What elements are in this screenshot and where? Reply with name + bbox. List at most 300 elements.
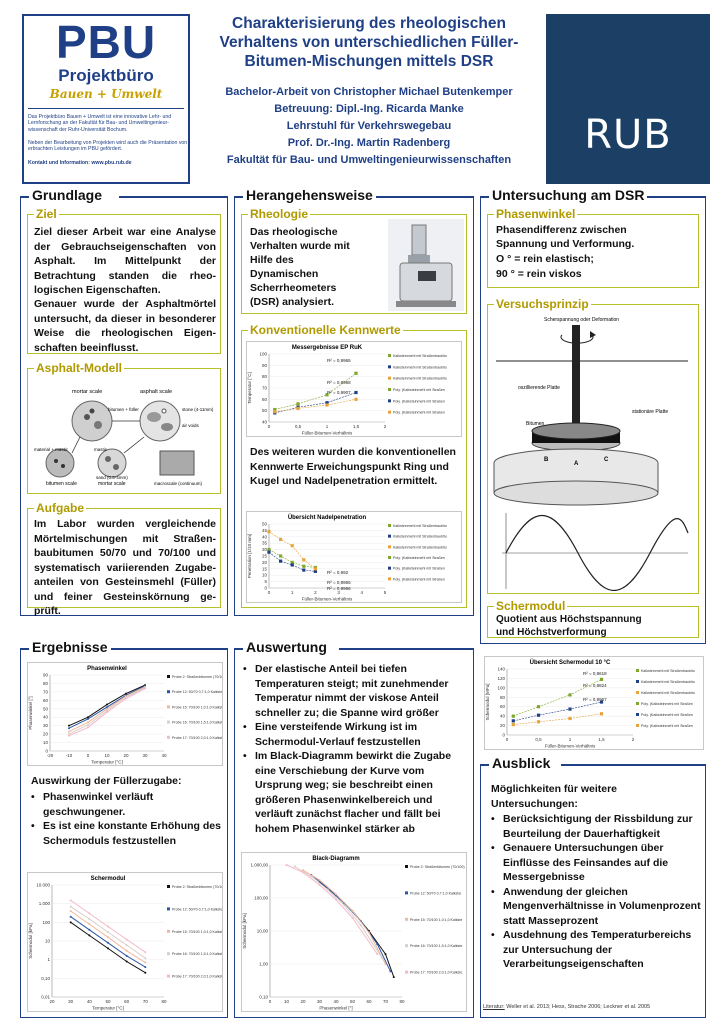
legend-entry: Kalksteinmehl mit Straßenbaubitu: [393, 354, 447, 358]
y-tick-label: 10.000: [36, 882, 50, 888]
ergebnisse-heading: Ergebnisse: [29, 639, 110, 655]
box-versuchsprinzip: [487, 297, 699, 594]
legend-swatch: [167, 975, 170, 978]
legend-entry: Probe 17: 70/100 2,0:1,0 Kalkste: [172, 974, 222, 979]
box-rheologie: [241, 207, 467, 314]
logo-desc-2: Neben der Bearbeitung von Projekten wird auch die Präsentation von erbrachten Leistungen im PBU gefördert.: [28, 140, 188, 153]
y-tick-label: 1,00: [259, 961, 268, 967]
x-tick-label: 0: [267, 424, 271, 429]
data-point: [126, 960, 128, 962]
title-line-1: Charakterisierung des rheologischen: [232, 15, 506, 32]
series-line: [275, 399, 356, 412]
rub-logo: [546, 14, 710, 184]
r-squared-label: R² = 0,9907: [327, 390, 351, 395]
data-point: [385, 963, 387, 965]
chart-black-diagramm: [241, 852, 467, 1012]
legend-swatch: [167, 885, 170, 888]
mortar-circle: [72, 401, 112, 441]
data-point: [512, 723, 515, 726]
data-point: [376, 953, 378, 955]
x-tick-label: 1,5: [598, 737, 605, 742]
x-tick-label: 4: [360, 590, 364, 595]
x-tick-label: 1,5: [352, 424, 360, 429]
asphalt-modell-heading: Asphalt-Modell: [36, 361, 122, 375]
legend-entry: Poly. (Kalksteinmehl mit Straßen: [641, 713, 693, 717]
y-tick-label: 1: [47, 957, 50, 963]
x-axis-label: Füller-Bitumen-Verhältnis: [301, 596, 353, 602]
box-konventionelle-kennwerte: [241, 323, 467, 608]
x-tick-label: 60: [124, 999, 130, 1004]
y-tick-label: 90: [261, 362, 267, 368]
ziel-text-1: Ziel dieser Arbeit war eine Analyse der Gebrauchseigenschaften von Asphalt. Im Mittelpunkt der Betrachtung standen die rheo-logischen Eigenschaften.: [34, 226, 216, 296]
phasenwinkel-line-3: O ° = rein elastisch;: [496, 253, 594, 265]
data-point: [302, 568, 305, 571]
y-tick-label: 10: [42, 740, 48, 746]
legend-swatch: [636, 724, 639, 727]
data-point: [126, 939, 128, 941]
legend-swatch: [167, 705, 170, 708]
logo-contact: Kontakt und Information: www.pbu.rub.de: [28, 160, 132, 166]
y-axis-label: Penetration [1/10 mm]: [247, 533, 252, 579]
chart-nadelpenetration: [246, 511, 462, 603]
chart-title: Phasenwinkel: [87, 666, 127, 672]
legend-entry: Poly. (Kalksteinmehl mit Straßen: [393, 388, 445, 392]
series-line: [287, 865, 378, 954]
y-tick-label: 60: [42, 697, 48, 703]
x-tick-label: 5: [383, 590, 387, 595]
legend-entry: Poly. (Kalksteinmehl mit Straßen: [393, 410, 445, 415]
x-axis-label: Temperatur [°C]: [91, 759, 123, 765]
data-point: [126, 950, 128, 952]
data-point: [267, 551, 270, 554]
konventionelle-kennwerte-heading: Konventionelle Kennwerte: [250, 323, 401, 337]
data-point: [70, 921, 72, 923]
x-tick-label: 40: [333, 999, 339, 1004]
label-mortar-scale: mortar scale: [72, 389, 103, 395]
chart-title: Übersicht Nadelpenetration: [287, 515, 367, 521]
legend-swatch: [388, 545, 391, 548]
legend-entry: Kalksteinmehl mit Straßenbaubitu: [393, 534, 447, 539]
label-c: C: [604, 457, 609, 463]
x-tick-label: 2: [383, 424, 387, 429]
legend-entry: Probe 12: 50/70 0,7:1,0 Kalkstei: [172, 690, 222, 695]
label-mortar-scale-2: mortar scale: [98, 481, 126, 487]
data-point: [70, 899, 72, 901]
box-ziel: [27, 207, 221, 354]
legend-swatch: [388, 535, 391, 538]
versuchsprinzip-heading: Versuchsprinzip: [496, 297, 589, 311]
data-point: [352, 910, 354, 912]
data-point: [568, 707, 571, 710]
y-tick-label: 80: [499, 694, 505, 700]
data-point: [88, 912, 90, 914]
x-axis-label: Phasenwinkel [°]: [319, 1005, 353, 1011]
legend-swatch: [388, 388, 391, 391]
legend-swatch: [167, 907, 170, 910]
x-tick-label: -20: [46, 753, 54, 758]
y-tick-label: 1.000: [38, 901, 50, 907]
phasenwinkel-heading: Phasenwinkel: [496, 207, 576, 221]
data-point: [88, 923, 90, 925]
logo-projektbuero: Projektbüro: [58, 66, 154, 85]
legend-swatch: [167, 675, 170, 678]
logo-divider: [28, 108, 184, 109]
legend-entry: Poly. (Kalksteinmehl mit Straßen: [393, 566, 445, 571]
data-point: [354, 372, 357, 375]
logo-desc-1: Das Projektbüro Bauen + Umwelt ist eine innovative Lehr- und Lernforschung an der Fakultät für Bau- und Umweltingenieur-wissenschaft der Ruhr-Universität Bochum.: [28, 114, 172, 133]
legend-swatch: [405, 865, 408, 868]
y-tick-label: 10,00: [256, 928, 268, 934]
chart-title: Schermodul: [90, 876, 126, 882]
legend-entry: Probe 2: Straßenbitumen (70/100): [410, 865, 465, 869]
legend-swatch: [388, 411, 391, 414]
data-point: [70, 916, 72, 918]
x-tick-label: 1: [325, 424, 329, 429]
box-phasenwinkel: [487, 207, 699, 288]
series-line: [311, 875, 390, 971]
data-point: [107, 931, 109, 933]
x-tick-label: 20: [300, 999, 306, 1004]
data-point: [106, 704, 108, 706]
macroscale-block: [160, 451, 194, 475]
legend-entry: Probe 12: 50/70 0,7:1,0 Kalkstei: [410, 891, 462, 896]
legend-swatch: [167, 930, 170, 933]
r-squared-label: R² = 0,992: [327, 570, 349, 575]
data-point: [327, 889, 329, 891]
data-point: [568, 693, 571, 696]
y-tick-label: 80: [42, 680, 48, 686]
faculty: Fakultät für Bau- und Umweltingenieurwissenschaften: [226, 154, 512, 166]
data-point: [537, 720, 540, 723]
series-line: [513, 702, 601, 721]
data-point: [381, 957, 383, 959]
literatur-line: [483, 1004, 703, 1010]
legend-swatch: [388, 365, 391, 368]
box-asphalt-modell: [27, 361, 221, 494]
data-point: [68, 727, 70, 729]
data-point: [343, 904, 345, 906]
ausblick-bullets: [489, 812, 701, 972]
data-point: [279, 554, 282, 557]
y-tick-label: 100: [259, 351, 267, 357]
asphalt-model-diagram: [32, 381, 218, 491]
box-schermodul: [487, 599, 699, 638]
data-point: [310, 875, 312, 877]
legend-entry: Probe 2: Straßenbitumen (70/100): [172, 885, 222, 889]
y-tick-label: 30: [261, 547, 267, 553]
legend-swatch: [636, 702, 639, 705]
data-point: [88, 934, 90, 936]
y-tick-label: 100: [42, 919, 50, 925]
x-tick-label: -10: [65, 753, 73, 758]
y-tick-label: 25: [261, 553, 267, 559]
y-tick-label: 30: [42, 723, 48, 729]
data-point: [107, 942, 109, 944]
legend-entry: Probe 15: 70/100 1,0:1,0 Kalkste: [172, 705, 222, 710]
y-tick-label: 0: [45, 748, 48, 754]
y-tick-label: 0,10: [259, 994, 268, 1000]
data-point: [144, 688, 146, 690]
ziel-text-2: Genauer wurde der Asphaltmörtel untersucht, da dieser in besonderer Weise die rheologischen Eigen-schaften beeinflusst.: [34, 298, 216, 354]
data-point: [389, 970, 391, 972]
data-point: [302, 558, 305, 561]
phasenwinkel-line-1: Phasendifferenz zwischen: [496, 224, 627, 236]
label-air-voids: air voids: [182, 423, 199, 428]
ziel-heading: Ziel: [36, 207, 57, 221]
label-a: A: [574, 461, 579, 467]
data-point: [314, 567, 317, 570]
label-material-mastic: material + mastic: [34, 447, 69, 452]
data-point: [568, 717, 571, 720]
auswertung-heading: Auswertung: [243, 639, 330, 655]
x-tick-label: 80: [161, 999, 167, 1004]
section-ausblick: [480, 755, 706, 1018]
y-tick-label: 80: [261, 374, 267, 380]
legend-swatch: [405, 944, 408, 947]
grundlage-heading: Grundlage: [29, 187, 105, 203]
label-bitumen: Bitumen: [526, 421, 545, 427]
r-squared-label: R² = 0,9968: [327, 380, 351, 385]
chart-title: Black-Diagramm: [312, 856, 360, 862]
x-tick-label: 20: [123, 753, 129, 758]
data-point: [600, 712, 603, 715]
x-tick-label: 0: [86, 753, 90, 758]
data-point: [144, 951, 146, 953]
data-point: [144, 972, 146, 974]
x-tick-label: 40: [161, 753, 167, 758]
r-squared-label: R² = 0,9966: [327, 586, 351, 591]
legend-entry: Kalksteinmehl mit Straßenbaubitu: [641, 680, 695, 684]
data-point: [87, 718, 89, 720]
x-tick-label: 0,5: [294, 424, 302, 429]
data-point: [335, 899, 337, 901]
konventionelle-kennwerte-text: Des weiteren wurden die konventionellen Kennwerte Erweichungspunkt Ring und Kugel und Nadelpenetration ermittelt.: [250, 446, 456, 487]
legend-entry: Probe 12: 50/70 0,7:1,0 Kalkstei: [172, 907, 222, 912]
data-point: [106, 711, 108, 713]
section-untersuchung-dsr: [480, 187, 706, 644]
legend-entry: Kalksteinmehl mit Straßenbaubitu: [641, 691, 695, 695]
x-axis-label: Füller-Bitumen-Verhältnis: [301, 430, 353, 436]
data-point: [144, 962, 146, 964]
data-point: [107, 947, 109, 949]
label-stationaere-platte: stationäre Platte: [632, 409, 669, 415]
data-point: [512, 719, 515, 722]
y-tick-label: 10: [261, 572, 267, 578]
data-point: [319, 884, 321, 886]
x-tick-label: 70: [382, 999, 389, 1004]
data-point: [88, 929, 90, 931]
data-point: [107, 925, 109, 927]
data-point: [144, 957, 146, 959]
data-point: [279, 560, 282, 563]
chart-schermodul: [27, 872, 223, 1012]
y-tick-label: 1.000,00: [250, 862, 268, 868]
series-line: [513, 714, 601, 725]
author: Bachelor-Arbeit von Christopher Michael Butenkemper: [225, 86, 513, 98]
data-point: [325, 403, 328, 406]
data-point: [319, 879, 321, 881]
ergebnisse-bullets: [29, 790, 221, 848]
data-point: [302, 871, 304, 873]
professor: Prof. Dr.-Ing. Martin Radenberg: [287, 137, 451, 149]
x-tick-label: 50: [105, 999, 111, 1004]
dsr-device-image: [388, 219, 464, 311]
y-axis-label: Schermodul [kPa]: [242, 913, 247, 949]
legend-swatch: [167, 952, 170, 955]
legend-swatch: [167, 736, 170, 739]
data-point: [70, 910, 72, 912]
legend-swatch: [636, 669, 639, 672]
x-tick-label: 0: [267, 590, 271, 595]
literatur-label: Literatur:: [483, 1004, 505, 1010]
x-tick-label: 80: [399, 999, 405, 1004]
data-point: [126, 944, 128, 946]
dsr-principle-diagram: [492, 313, 696, 591]
legend-entry: Probe 16: 70/100 1,5:1,0 Kalkste: [172, 720, 222, 725]
aufgabe-heading: Aufgabe: [36, 501, 84, 515]
y-axis-label: Phasenwinkel [°]: [28, 696, 33, 730]
legend-swatch: [405, 891, 408, 894]
ausblick-bullet: • Genauere Untersuchungen über Einflüsse des Feinsandes auf die Messergebnisse: [489, 841, 701, 885]
legend-entry: Kalksteinmehl mit Straßenbaubitu: [393, 524, 447, 528]
data-point: [393, 976, 395, 978]
y-tick-label: 50: [42, 706, 48, 712]
data-point: [354, 391, 357, 394]
aufgabe-text: Im Labor wurden vergleichende Mörtelmischungen mit Straßen-baubitumen 50/70 und 70/100 und systematisch variierenden Zugabe-anteilen von Gesteinsmehl (Füller) und feiner Gesteinskörnung ge-prüft.: [34, 518, 216, 617]
data-point: [144, 966, 146, 968]
legend-entry: Poly. (Kalksteinmehl mit Straßen: [641, 702, 693, 706]
schermodul-heading: Schermodul: [496, 599, 566, 613]
y-tick-label: 0,01: [41, 994, 50, 1000]
auswertung-bullet: • Der elastische Anteil bei tiefen Temperaturen steigt; mit zunehmender Temperatur nimmt der viskose Anteil schneller zu; die Spanne wird größer: [241, 662, 467, 720]
legend-swatch: [405, 918, 408, 921]
x-tick-label: 30: [316, 999, 323, 1004]
y-tick-label: 100: [497, 685, 505, 691]
y-tick-label: 90: [42, 672, 48, 678]
legend-swatch: [388, 399, 391, 402]
data-point: [537, 705, 540, 708]
legend-entry: Probe 17: 70/100 2,0:1,0 Kalkste: [410, 970, 463, 975]
label-asphalt-scale: asphalt scale: [140, 389, 173, 395]
label-bitumen-fueller: bitumen + füller: [108, 407, 139, 412]
y-axis-label: Schermodul [kPa]: [28, 923, 33, 959]
y-axis-label: Schermodul [MPa]: [485, 683, 490, 721]
r-squared-label: R² = 0,9618: [583, 671, 607, 676]
box-aufgabe: [27, 501, 221, 617]
logo-pbu-text: PBU: [55, 16, 157, 68]
legend-entry: Kalksteinmehl mit Straßenbaubitu: [393, 376, 447, 381]
y-tick-label: 35: [261, 540, 267, 546]
y-tick-label: 20: [42, 731, 48, 737]
x-tick-label: 50: [349, 999, 356, 1004]
phasenwinkel-line-4: 90 ° = rein viskos: [496, 268, 582, 280]
legend-swatch: [636, 680, 639, 683]
bitumen-circle: [46, 449, 74, 477]
legend-entry: Poly. (Kalksteinmehl mit Straßen: [393, 399, 445, 404]
y-tick-label: 40: [261, 534, 267, 540]
y-tick-label: 60: [261, 396, 267, 402]
logo-tagline: Bauen + Umwelt: [49, 87, 163, 101]
data-point: [600, 678, 603, 681]
legend-swatch: [388, 524, 391, 527]
section-auswertung: [234, 639, 474, 1018]
y-tick-label: 45: [261, 527, 267, 533]
chart-ep-ruk: [246, 341, 462, 437]
legend-entry: Probe 15: 70/100 1,0:1,0 Kalkste: [410, 917, 463, 922]
x-tick-label: 2: [631, 737, 635, 742]
data-point: [385, 953, 387, 955]
data-point: [267, 530, 270, 533]
label-scherspannung: Scherspannung oder Deformation: [544, 317, 620, 323]
series-line: [303, 870, 386, 964]
literatur-text: Weller et al. 2013; Hess, Strache 2006; Leckner et al. 2005: [506, 1004, 651, 1010]
title-line-3: Bitumen-Mischungen mittels DSR: [244, 53, 494, 70]
legend-entry: Probe 17: 70/100 2,0:1,0 Kalkste: [172, 735, 222, 740]
schermodul-line-2: und Höchstverformung: [496, 627, 607, 638]
data-point: [107, 936, 109, 938]
data-point: [87, 721, 89, 723]
legend-swatch: [636, 713, 639, 716]
y-tick-label: 60: [499, 704, 505, 710]
asphalt-circle: [140, 401, 180, 441]
rub-logo-text: RUB: [584, 112, 672, 158]
data-point: [68, 725, 70, 727]
data-point: [125, 698, 127, 700]
auswertung-bullet: • Eine versteifende Wirkung ist im Schermodul-Verlauf festzustellen: [241, 720, 467, 749]
section-herangehensweise: [234, 187, 474, 616]
y-tick-label: 0,10: [41, 975, 50, 981]
data-point: [512, 715, 515, 718]
legend-entry: Kalksteinmehl mit Straßenbaubitu: [393, 365, 447, 370]
y-tick-label: 0: [502, 732, 505, 738]
section-grundlage: [20, 187, 228, 617]
data-point: [354, 398, 357, 401]
legend-entry: Kalksteinmehl mit Straßenbaubitu: [641, 669, 695, 673]
data-point: [368, 932, 370, 934]
y-tick-label: 0: [264, 585, 267, 591]
y-tick-label: 50: [261, 521, 267, 527]
ergebnisse-bullet: • Phasenwinkel verläuft geschwungener.: [29, 790, 221, 819]
label-b: B: [544, 457, 549, 463]
legend-swatch: [388, 354, 391, 357]
label-macroscale: macroscale (continuum): [154, 481, 203, 486]
legend-entry: Poly. (Kalksteinmehl mit Straßen: [393, 577, 445, 582]
phasenwinkel-line-2: Spannung und Verformung.: [496, 238, 635, 250]
data-point: [291, 544, 294, 547]
auswertung-bullets: [241, 662, 467, 836]
legend-entry: Probe 2: Straßenbitumen (70/100): [172, 675, 222, 679]
x-tick-label: 40: [86, 999, 92, 1004]
x-tick-label: 10: [283, 999, 290, 1004]
series-line: [320, 882, 394, 977]
data-point: [286, 864, 288, 866]
label-sand: sand (0.5-4mm): [96, 475, 128, 480]
x-tick-label: 0: [268, 999, 272, 1004]
legend-swatch: [405, 971, 408, 974]
rheologie-heading: Rheologie: [250, 207, 309, 221]
y-tick-label: 40: [499, 713, 505, 719]
legend-entry: Poly. (Kalksteinmehl mit Straßen: [641, 724, 693, 728]
y-tick-label: 40: [42, 714, 48, 720]
legend-entry: Poly. (Kalksteinmehl mit Straßen: [393, 556, 445, 560]
legend-entry: Probe 15: 70/100 1,0:1,0 Kalkste: [172, 929, 222, 934]
data-point: [87, 726, 89, 728]
chart-phasenwinkel: [27, 662, 223, 766]
data-point: [273, 410, 276, 413]
schermodul-line-1: Quotient aus Höchstspannung: [496, 614, 642, 625]
rheologie-text: Das rheologische Verhalten wurde mit Hilfe des Dynamischen Scherrheometers (DSR) analysiert.: [250, 226, 350, 308]
data-point: [352, 917, 354, 919]
